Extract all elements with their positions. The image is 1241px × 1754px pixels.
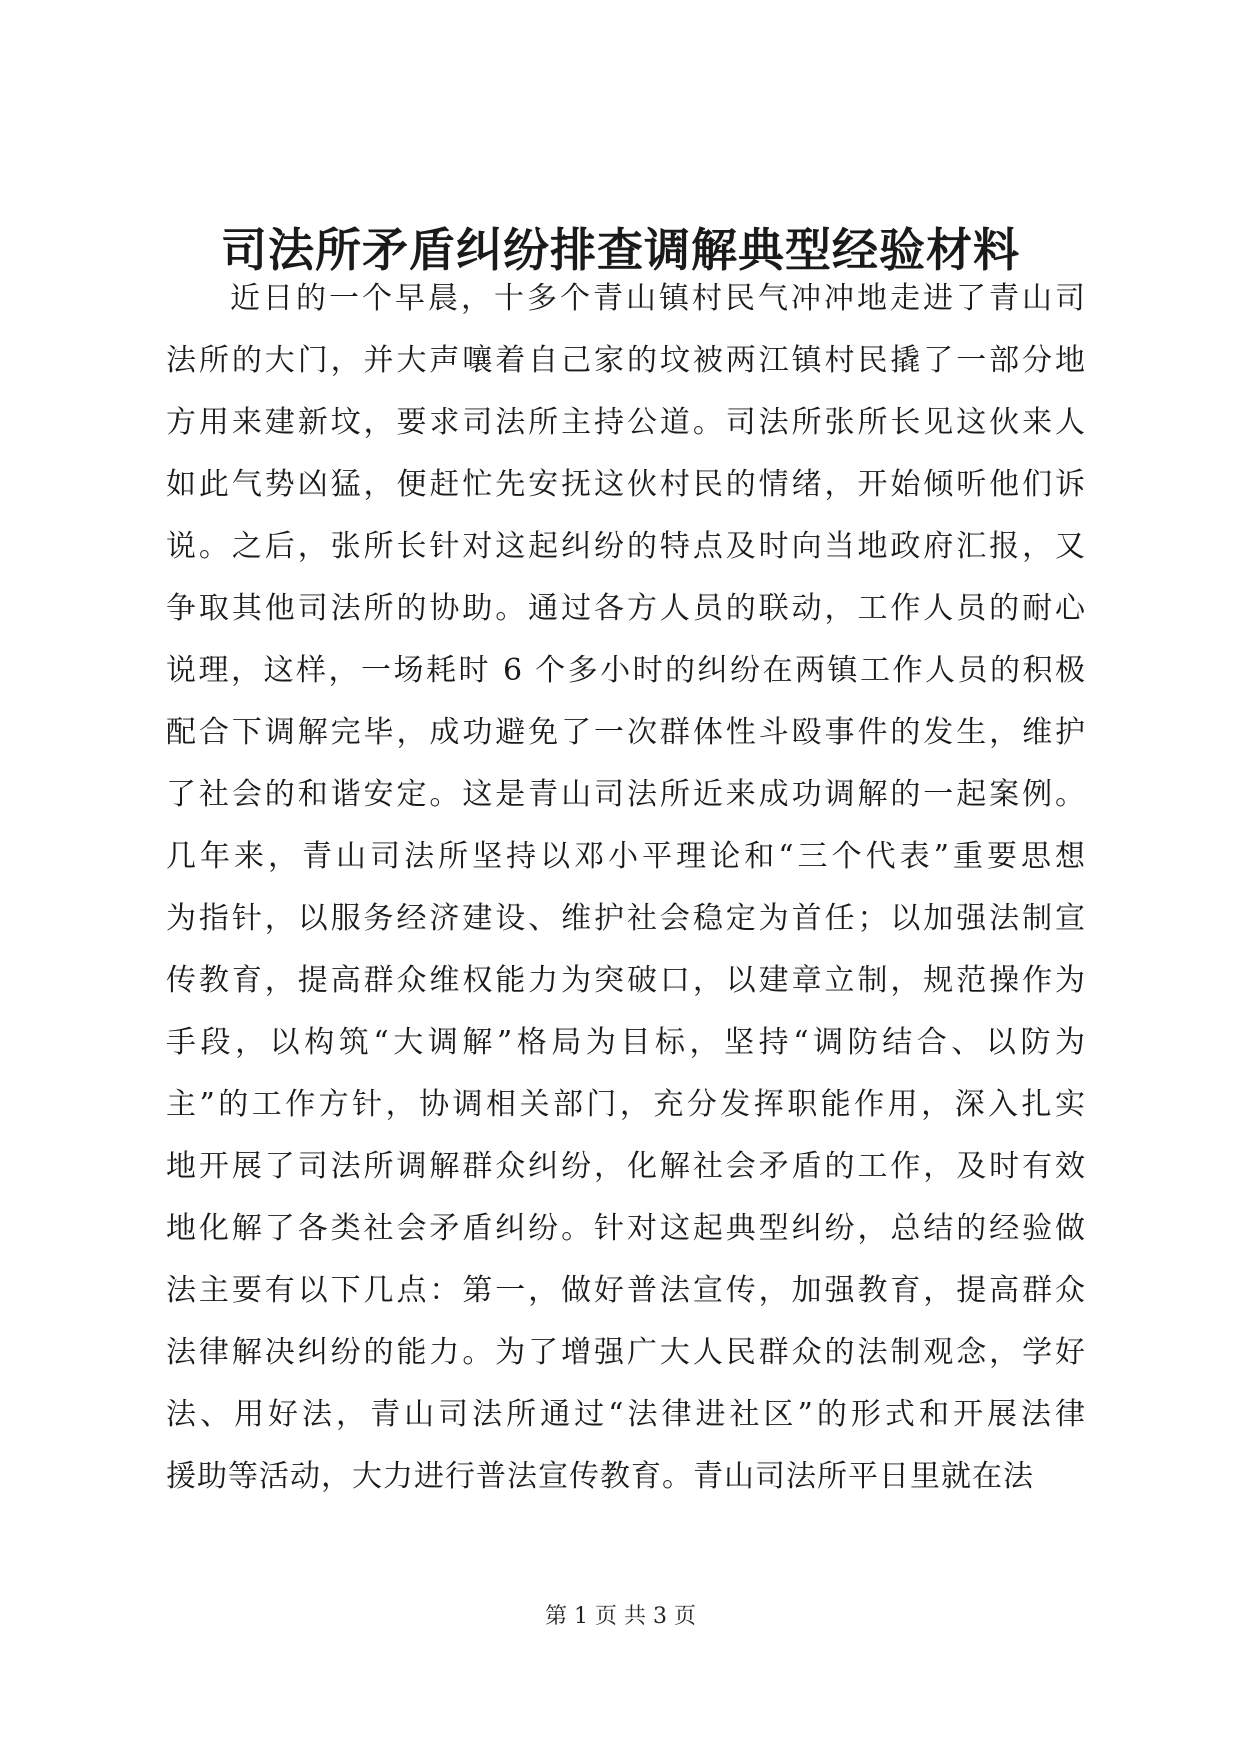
text-line: 争取其他司法所的协助。通过各方人员的联动，工作人员的耐心: [166, 591, 1086, 626]
document-title: 司法所矛盾纠纷排查调解典型经验材料: [221, 223, 1020, 277]
text-line: 说理，这样，一场耗时 6 个多小时的纠纷在两镇工作人员的积极: [166, 653, 1086, 688]
text-line: 手段，以构筑“大调解”格局为目标，坚持“调防结合、以防为: [166, 1025, 1086, 1060]
text-line: 地化解了各类社会矛盾纠纷。针对这起典型纠纷，总结的经验做: [166, 1211, 1086, 1246]
text-line: 配合下调解完毕，成功避免了一次群体性斗殴事件的发生，维护: [166, 715, 1086, 750]
text-line: 地开展了司法所调解群众纠纷，化解社会矛盾的工作，及时有效: [166, 1149, 1086, 1184]
text-line: 了社会的和谐安定。这是青山司法所近来成功调解的一起案例。: [166, 777, 1086, 812]
text-line: 法律解决纠纷的能力。为了增强广大人民群众的法制观念，学好: [166, 1335, 1086, 1370]
text-line: 主”的工作方针，协调相关部门，充分发挥职能作用，深入扎实: [166, 1087, 1086, 1122]
text-line: 几年来，青山司法所坚持以邓小平理论和“三个代表”重要思想: [166, 839, 1086, 874]
text-line: 方用来建新坟，要求司法所主持公道。司法所张所长见这伙来人: [166, 405, 1086, 440]
text-line: 法、用好法，青山司法所通过“法律进社区”的形式和开展法律: [166, 1397, 1086, 1432]
text-line: 援助等活动，大力进行普法宣传教育。青山司法所平日里就在法: [166, 1459, 1034, 1494]
text-line: 传教育，提高群众维权能力为突破口，以建章立制，规范操作为: [166, 963, 1086, 998]
text-line: 为指针，以服务经济建设、维护社会稳定为首任；以加强法制宣: [166, 901, 1086, 936]
text-line: 法所的大门，并大声嚷着自己家的坟被两江镇村民撬了一部分地: [166, 343, 1086, 378]
text-line: 说。之后，张所长针对这起纠纷的特点及时向当地政府汇报，又: [166, 529, 1086, 564]
body-text: [166, 268, 1086, 1508]
text-line: 近日的一个早晨，十多个青山镇村民气冲冲地走进了青山司: [230, 281, 1086, 316]
text-line: 如此气势凶猛，便赶忙先安抚这伙村民的情绪，开始倾听他们诉: [166, 467, 1086, 502]
text-line: 法主要有以下几点：第一，做好普法宣传，加强教育，提高群众: [166, 1273, 1086, 1308]
page-footer: 第 1 页 共 3 页: [545, 1604, 696, 1629]
